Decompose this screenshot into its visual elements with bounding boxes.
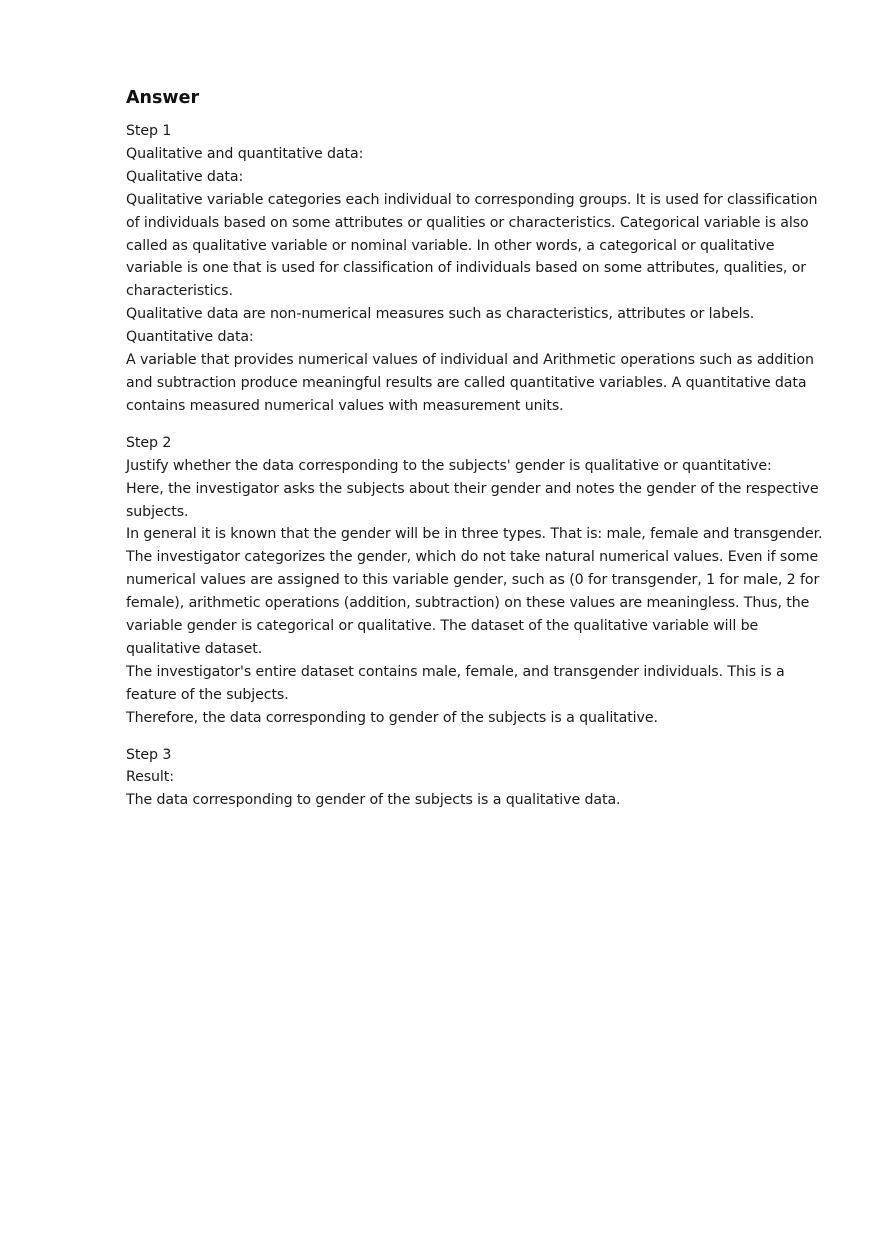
- answer-heading: Answer: [126, 88, 200, 108]
- qualitative-data-heading: Qualitative data:: [126, 168, 244, 185]
- result-statement: The data corresponding to gender of the subjects is a qualitative data.: [126, 792, 621, 809]
- answer-document: [126, 86, 826, 826]
- step-2-conclusion: Therefore, the data corresponding to gender of the subjects is a qualitative.: [126, 709, 658, 726]
- step-2-context: Here, the investigator asks the subjects about their gender and notes the gender of the respective subjects.: [126, 480, 819, 520]
- step-2-gender-types: In general it is known that the gender will be in three types. That is: male, female and transgender.: [126, 526, 823, 543]
- quantitative-data-heading: Quantitative data:: [126, 329, 254, 346]
- step-2-label: Step 2: [126, 434, 172, 451]
- quantitative-definition-paragraph: A variable that provides numerical values of individual and Arithmetic operations such as addition and subtraction produce meaningful results are called quantitative variables. A quantitative data contains measured numerical values with measurement units.: [126, 352, 814, 414]
- step-1-section: [126, 120, 826, 418]
- step-3-section: [126, 744, 826, 813]
- step-3-label: Step 3: [126, 746, 172, 763]
- step-2-section: [126, 432, 826, 730]
- qualitative-data-note: Qualitative data are non-numerical measures such as characteristics, attributes or labels.: [126, 306, 755, 323]
- step-2-reasoning-paragraph: The investigator categorizes the gender, which do not take natural numerical values. Even if some numerical values are assigned to this variable gender, such as (0 for transgender, 1 for male, 2 for female), arithmetic operations (addition, subtraction) on these values are meaningless. Thus, the variable gender is categorical or qualitative. The dataset of the qualitative variable will be qualitative dataset.: [126, 549, 820, 657]
- step-2-dataset-note: The investigator's entire dataset contains male, female, and transgender individuals. This is a feature of the subjects.: [126, 663, 785, 703]
- result-heading: Result:: [126, 769, 174, 786]
- step-1-subheading: Qualitative and quantitative data:: [126, 145, 364, 162]
- step-1-label: Step 1: [126, 123, 172, 139]
- step-2-question: Justify whether the data corresponding to the subjects' gender is qualitative or quantitative:: [126, 457, 772, 474]
- qualitative-definition-paragraph: Qualitative variable categories each individual to corresponding groups. It is used for classification of individuals based on some attributes or qualities or characteristics. Categorical variable is also called as qualitative variable or nominal variable. In other words, a categorical or qualitative variable is one that is used for classification of individuals based on some attributes, qualities, or characteristics.: [126, 191, 818, 300]
